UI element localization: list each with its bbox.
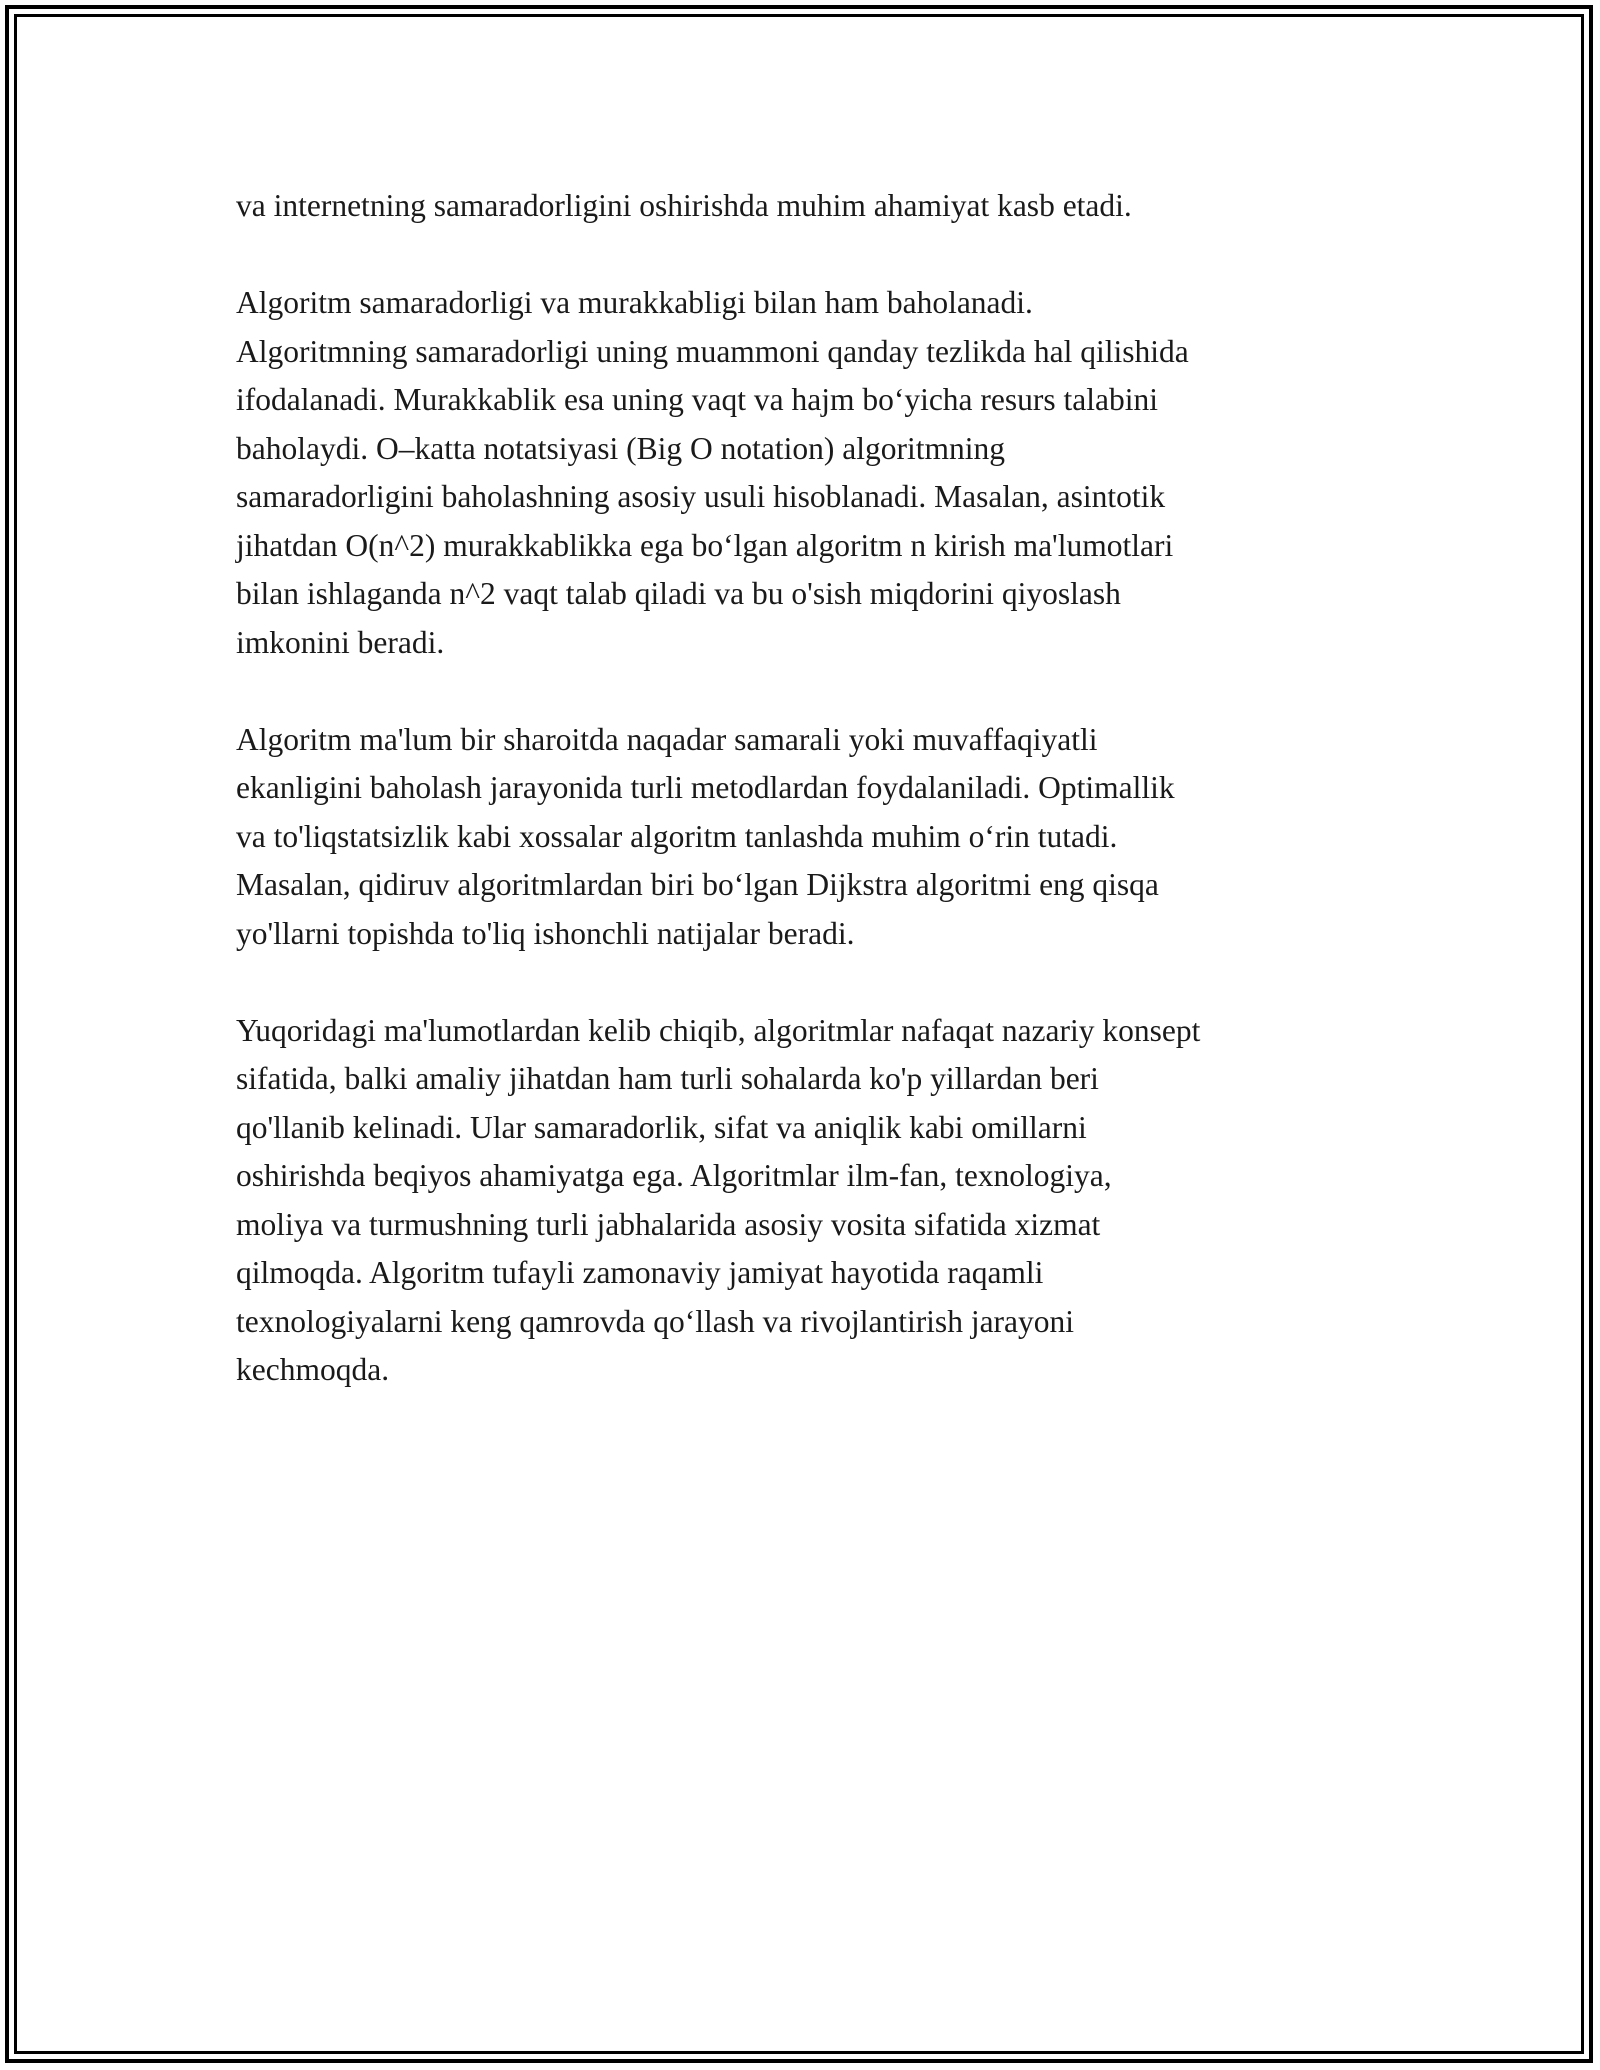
text-line: texnologiyalarni keng qamrovda qo‘llash va rivojlantirish jarayoni <box>236 1303 1075 1339</box>
document-body <box>236 182 1416 1443</box>
text-line: Yuqoridagi ma'lumotlardan kelib chiqib, algoritmlar nafaqat nazariy konsept <box>236 1012 1201 1048</box>
text-line: Algoritm samaradorligi va murakkabligi bilan ham baholanadi. <box>236 285 1033 320</box>
text-line: Algoritm ma'lum bir sharoitda naqadar samarali yoki muvaffaqiyatli <box>236 721 1098 757</box>
text-line: ekanligini baholash jarayonida turli metodlardan foydalaniladi. Optimallik <box>236 770 1175 805</box>
text-line: Algoritmning samaradorligi uning muammoni qanday tezlikda hal qilishida <box>236 333 1189 369</box>
paragraph-4 <box>236 1007 1416 1395</box>
text-line: qo'llanib kelinadi. Ular samaradorlik, sifat va aniqlik kabi omillarni <box>236 1109 1087 1145</box>
text-line: qilmoqda. Algoritm tufayli zamonaviy jamiyat hayotida raqamli <box>236 1255 1044 1290</box>
text-line: yo'llarni topishda to'liq ishonchli natijalar beradi. <box>236 915 855 951</box>
text-line: va to'liqstatsizlik kabi xossalar algoritm tanlashda muhim o‘rin tutadi. <box>236 818 1118 854</box>
text-line: oshirishda beqiyos ahamiyatga ega. Algoritmlar ilm-fan, texnologiya, <box>236 1158 1112 1193</box>
text-line: Masalan, qidiruv algoritmlardan biri bo‘lgan Dijkstra algoritmi eng qisqa <box>236 867 1159 902</box>
text-line: samaradorligini baholashning asosiy usuli hisoblanadi. Masalan, asintotik <box>236 479 1166 514</box>
text-line: jihatdan O(n^2) murakkablikka ega bo‘lgan algoritm n kirish ma'lumotlari <box>236 527 1174 563</box>
paragraph-2 <box>236 279 1416 667</box>
paragraph-3 <box>236 716 1416 959</box>
text-line: bilan ishlaganda n^2 vaqt talab qiladi va bu o'sish miqdorini qiyoslash <box>236 576 1121 611</box>
text-line: baholaydi. O–katta notatsiyasi (Big O notation) algoritmning <box>236 430 1005 466</box>
text-line: va internetning samaradorligini oshirishda muhim ahamiyat kasb etadi. <box>236 188 1132 223</box>
text-line: ifodalanadi. Murakkablik esa uning vaqt va hajm bo‘yicha resurs talabini <box>236 382 1158 417</box>
text-line: moliya va turmushning turli jabhalarida asosiy vosita sifatida xizmat <box>236 1206 1101 1242</box>
text-line: kechmoqda. <box>236 1352 390 1387</box>
paragraph-1 <box>236 182 1416 231</box>
text-line: sifatida, balki amaliy jihatdan ham turli sohalarda ko'p yillardan beri <box>236 1061 1099 1096</box>
text-line: imkonini beradi. <box>236 624 445 660</box>
